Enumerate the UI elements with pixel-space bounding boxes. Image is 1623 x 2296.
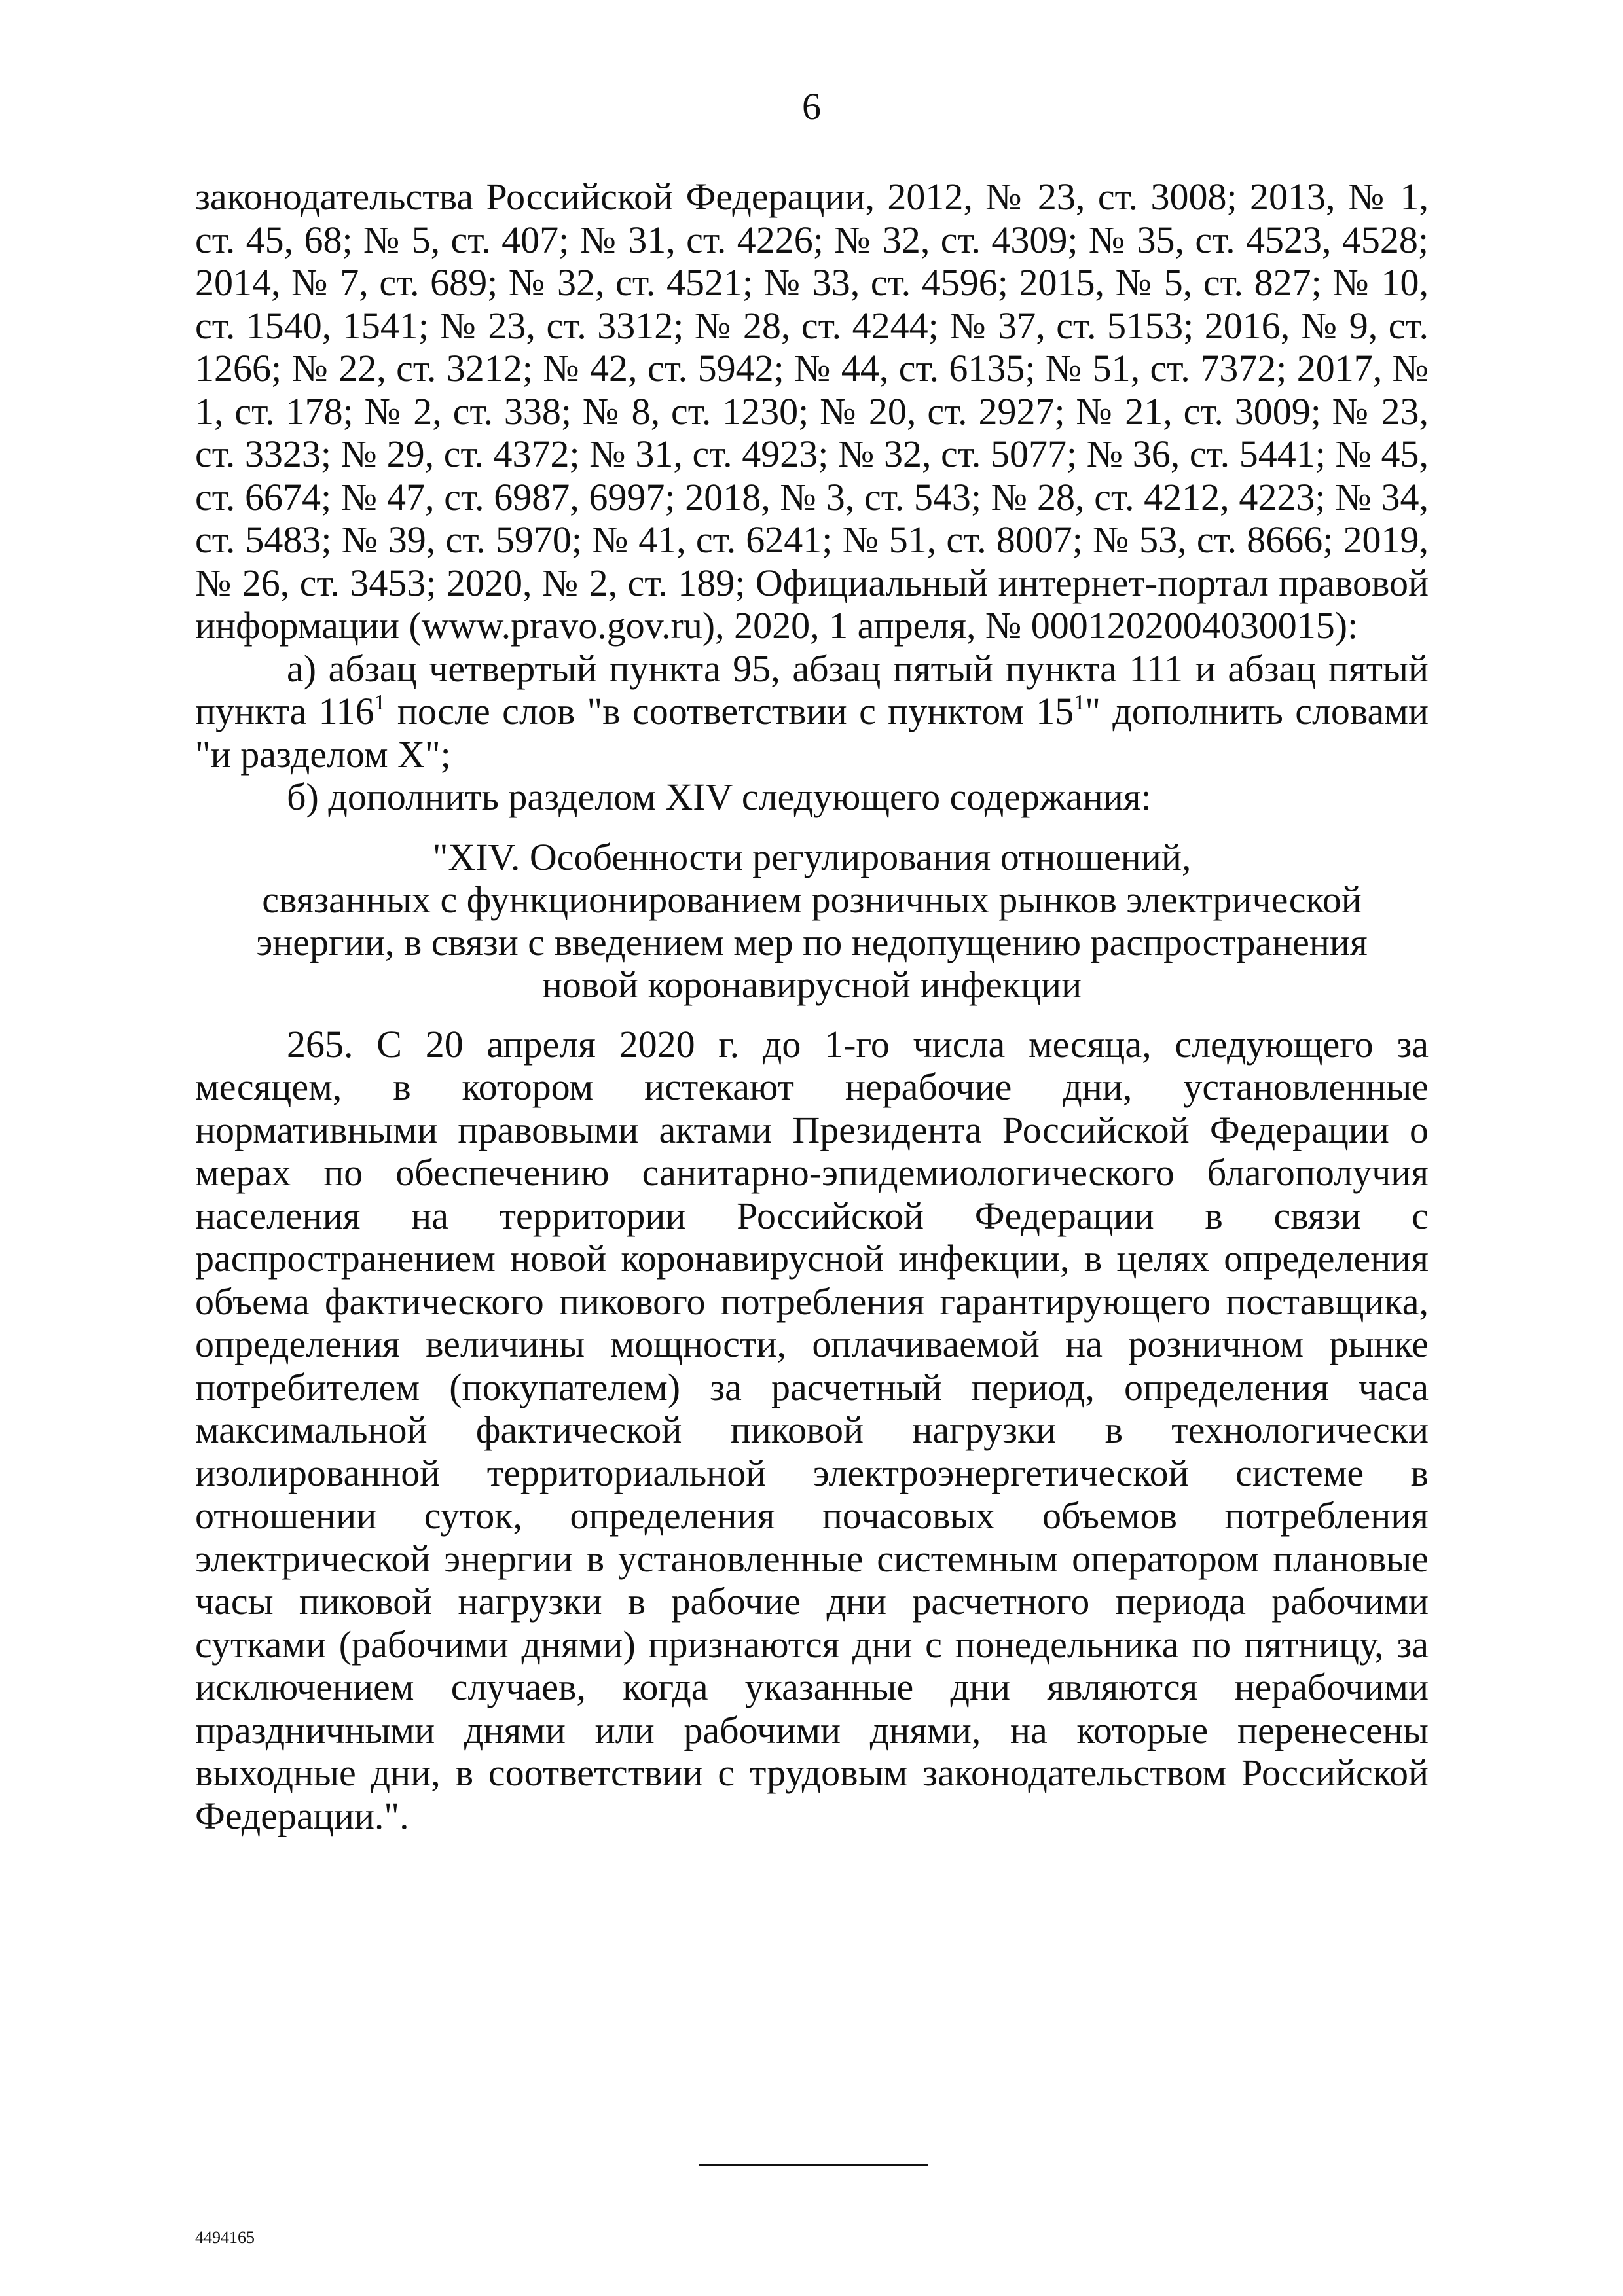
heading-line-1: "XIV. Особенности регулирования отношений,: [432, 835, 1192, 878]
section-heading: [195, 836, 1429, 1006]
document-body: [195, 175, 1429, 1837]
item-a-text-1: а) абзац четвертый пункта 95, абзац пятый пункта 111 и абзац пятый пункта 116: [195, 647, 1429, 732]
item-a-text-3: " дополнить словами "и разделом X";: [195, 690, 1429, 776]
paragraph-item-b: б) дополнить разделом XIV следующего содержания:: [287, 776, 1152, 818]
document-code: 4494165: [195, 2228, 255, 2247]
item-a-superscript-1: 1: [374, 691, 386, 715]
paragraph-265: 265. С 20 апреля 2020 г. до 1-го числа месяца, следующего за месяцем, в котором истекают нерабочие дни, установленные нормативными правовыми актами Президента Российской Федерации о мерах по обеспечению санитарно-эпидемиологического благополучия населения на территории Российской Федерации в связи с распространением новой коронавирусной инфекции, в целях определения объема фактического пикового потребления гарантирующего поставщика, определения величины мощности, оплачиваемой на розничном рынке потребителем (покупателем) за расчетный период, определения часа максимальной фактической пиковой нагрузки в технологически изолированной территориальной электроэнергетической системе в отношении суток, определения почасовых объемов потребления электрической энергии в установленные системным оператором плановые часы пиковой нагрузки в рабочие дни расчетного периода рабочими сутками (рабочими днями) признаются дни с понедельника по пятницу, за исключением случаев, когда указанные дни являются нерабочими праздничными днями или рабочими днями, на которые перенесены выходные дни, в соответствии с трудовым законодательством Российской Федерации.".: [195, 1022, 1429, 1837]
item-a-text-2: после слов "в соответствии с пунктом 15: [385, 690, 1074, 732]
paragraph-item-a: [195, 647, 1429, 776]
page-number: 6: [802, 85, 821, 128]
heading-line-2: связанных с функционированием розничных рынков электрической: [262, 878, 1362, 921]
heading-line-3: энергии, в связи с введением мер по недопущению распространения: [256, 920, 1368, 963]
heading-line-4: новой коронавирусной инфекции: [541, 963, 1082, 1006]
separator-line: [699, 2164, 928, 2166]
paragraph-references: законодательства Российской Федерации, 2012, № 23, ст. 3008; 2013, № 1, ст. 45, 68; № 5, ст. 407; № 31, ст. 4226; № 32, ст. 4309; № 35, ст. 4523, 4528; 2014, № 7, ст. 689; № 32, ст. 4521; № 33, ст. 4596; 2015, № 5, ст. 827; № 10, ст. 1540, 1541; № 23, ст. 3312; № 28, ст. 4244; № 37, ст. 5153; 2016, № 9, ст. 1266; № 22, ст. 3212; № 42, ст. 5942; № 44, ст. 6135; № 51, ст. 7372; 2017, № 1, ст. 178; № 2, ст. 338; № 8, ст. 1230; № 20, ст. 2927; № 21, ст. 3009; № 23, ст. 3323; № 29, ст. 4372; № 31, ст. 4923; № 32, ст. 5077; № 36, ст. 5441; № 45, ст. 6674; № 47, ст. 6987, 6997; 2018, № 3, ст. 543; № 28, ст. 4212, 4223; № 34, ст. 5483; № 39, ст. 5970; № 41, ст. 6241; № 51, ст. 8007; № 53, ст. 8666; 2019, № 26, ст. 3453; 2020, № 2, ст. 189; Официальный интернет-портал правовой информации (www.pravo.gov.ru), 2020, 1 апреля, № 0001202004030015):: [195, 175, 1429, 647]
item-a-superscript-2: 1: [1074, 691, 1085, 715]
